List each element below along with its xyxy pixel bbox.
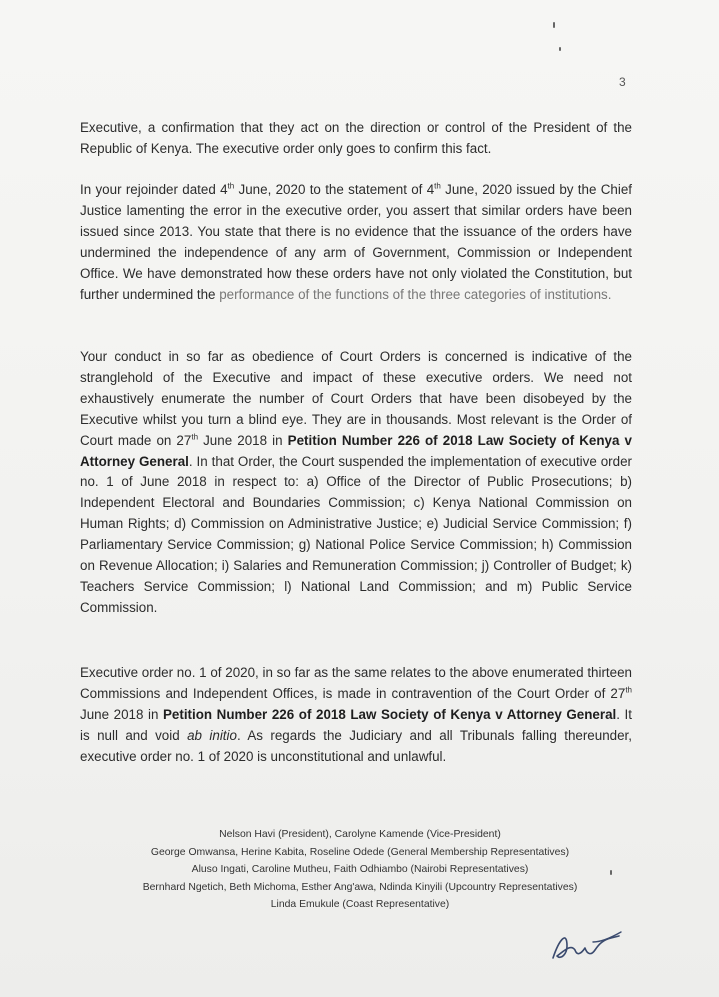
text-run: . In that Order, the Court suspended the implementation of executive order no. 1 of June 2018 in respect to: a) Office of the Director of Public Prosecutions; b) Independent Electoral and Boundaries Commission; c) Kenya National Commission on Human Rights; d) Commission on Administrative Justice; e) Judicial Service Commission; f) Parliamentary Service Commission; g) National Police Service Commission; h) Commission on Revenue Allocation; i) Salaries and Remuneration Commission; j) Controller of Budget; k) Teachers Service Commission; l) National Land Commission; and m) Public Service Commission. bbox=[80, 453, 632, 615]
ordinal-suffix: th bbox=[625, 685, 632, 695]
paragraph-rejoinder bbox=[80, 180, 632, 305]
scan-speck bbox=[559, 47, 561, 51]
footer-line-general-membership: George Omwansa, Herine Kabita, Roseline Odede (General Membership Representatives) bbox=[150, 846, 570, 858]
ordinal-suffix: th bbox=[227, 181, 235, 191]
text-run: June 2018 in bbox=[80, 706, 163, 722]
petition-reference: Petition Number 226 of 2018 Law Society of Kenya v Attorney General bbox=[163, 706, 617, 722]
text-run: Executive order no. 1 of 2020, in so far as the same relates to the above enumerated thirteen Commissions and Independent Offices, is made in contravention of the Court Order of 27 bbox=[80, 665, 632, 701]
paragraph-executive-confirmation: Executive, a confirmation that they act on the direction or control of the President of the Republic of Kenya. The executive order only goes to confirm this fact. bbox=[80, 120, 632, 156]
paragraph-executive-order-void bbox=[80, 663, 632, 768]
text-run: June 2018 in bbox=[198, 432, 288, 448]
text-run: June, 2020 to the statement of 4 bbox=[234, 182, 435, 197]
ordinal-suffix: th bbox=[191, 432, 199, 442]
ordinal-suffix: th bbox=[434, 181, 441, 191]
faded-text-run: performance of the functions of the three categories of institutions. bbox=[219, 286, 612, 302]
text-run: Your conduct in so far as obedience of Court Orders is concerned is indicative of the stranglehold of the Executive and impact of these executive orders. We need not exhaustively enumerate the number of Court Orders that have been disobeyed by the Executive whilst you turn a blind eye. They are in thousands. Most relevant is the Order of Court made on 27 bbox=[80, 349, 632, 448]
text-run: . It is null and void bbox=[80, 706, 632, 743]
footer-line-officers: Nelson Havi (President), Carolyne Kamende (Vice-President) bbox=[219, 829, 501, 840]
footer-line-coast: Linda Emukule (Coast Representative) bbox=[270, 899, 450, 910]
page-number: 3 bbox=[619, 75, 626, 89]
text-run: June, 2020 issued by the Chief Justice lamenting the error in the executive order, you assert that similar orders have been issued since 2013. You state that there is no evidence that the issuance of the orders have undermined the independence of any arm of Government, Commission or Independent Office. We have demonstrated how these orders have not only violated the Constitution, but further undermined the bbox=[80, 182, 632, 302]
scan-speck bbox=[553, 22, 555, 28]
footer-line-upcountry: Bernhard Ngetich, Beth Michoma, Esther Ang'awa, Ndinda Kinyili (Upcountry Representatives) bbox=[142, 881, 578, 893]
text-run: In your rejoinder dated 4 bbox=[80, 182, 228, 197]
text-run: . As regards the Judiciary and all Tribunals falling thereunder, executive order no. 1 of 2020 is unconstitutional and unlawful. bbox=[80, 727, 632, 764]
paragraph-court-orders bbox=[80, 347, 632, 619]
latin-phrase: ab initio bbox=[187, 727, 237, 743]
handwritten-signature bbox=[545, 920, 625, 970]
footer-line-nairobi: Aluso Ingati, Caroline Mutheu, Faith Odhiambo (Nairobi Representatives) bbox=[191, 864, 529, 875]
council-members-footer bbox=[60, 826, 660, 914]
petition-reference: Petition Number 226 of 2018 Law Society of Kenya v Attorney General bbox=[80, 432, 632, 469]
signature-stroke bbox=[553, 936, 619, 958]
